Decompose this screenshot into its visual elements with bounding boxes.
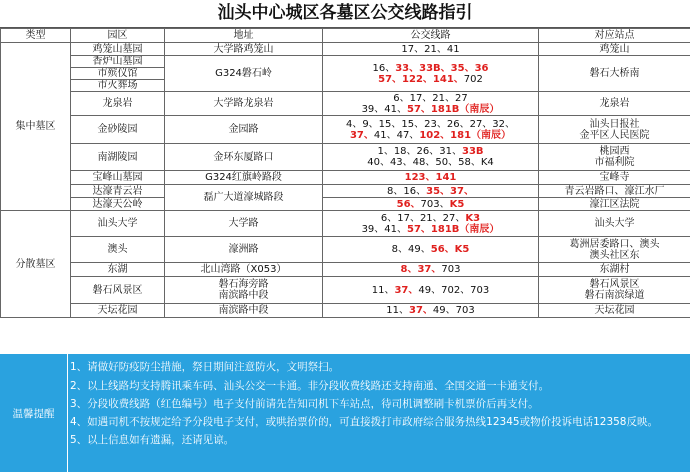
segmented-fare-route: 102、181（南辰） — [419, 129, 512, 141]
route-line — [325, 186, 536, 197]
route-line — [325, 224, 536, 235]
route-number: 39、41、 — [361, 223, 408, 235]
route-number: 703 — [441, 264, 461, 275]
stop-cell: 龙泉岩 — [539, 92, 690, 116]
routes-cell — [323, 43, 539, 56]
stop-cell: 葛洲居委路口、澳头 澳头社区东 — [539, 237, 690, 263]
routes-cell — [323, 277, 539, 304]
address-cell: 磐石海旁路 南滨路中段 — [165, 277, 323, 304]
tip-item: 1、请做好防疫防尘措施，祭日期间注意防火，文明祭扫。 — [70, 361, 340, 373]
segmented-fare-route: K5 — [449, 198, 465, 210]
segmented-fare-route: 56、 — [396, 198, 421, 210]
route-number: 41、47、 — [373, 129, 420, 141]
routes-cell — [323, 304, 539, 318]
address-cell: 濠洲路 — [165, 237, 323, 263]
route-number: 8、16、 — [387, 185, 427, 197]
segmented-fare-route: 33B — [462, 146, 484, 157]
tip-item: 3、分段收费线路（红色编号）电子支付前请先告知司机下车站点，待司机调整刷卡机票价后再支付。 — [70, 398, 539, 410]
park-cell: 达濠青云岩 — [71, 185, 165, 198]
table-row — [1, 277, 690, 304]
segmented-fare-route: 57、181B（南辰） — [407, 223, 500, 235]
address-cell: G324磐石岭 — [165, 56, 323, 92]
park-cell: 龙泉岩 — [71, 92, 165, 116]
segmented-fare-route: 57、122、141、 — [378, 73, 464, 85]
route-number: 702 — [463, 73, 483, 85]
tip-item: 2、以上线路均支持腾讯乘车码、汕头公交一卡通。非分段收费线路还支持南通、全国交通一卡通支付。 — [70, 379, 550, 392]
stop-cell: 磐石风景区 磐石南滨绿道 — [539, 277, 690, 304]
park-cell: 南湖陵园 — [71, 144, 165, 171]
route-line — [325, 264, 536, 275]
route-number: 40、43、48、50、58、K4 — [367, 157, 494, 168]
stop-cell: 桃园西 市福利院 — [539, 144, 690, 171]
route-line — [325, 244, 536, 255]
header-park: 园区 — [71, 29, 165, 43]
route-line — [325, 119, 536, 130]
route-line — [325, 130, 536, 141]
header-routes: 公交线路 — [323, 29, 539, 43]
stop-cell: 汕头日报社 金平区人民医院 — [539, 116, 690, 144]
route-number: 49、703 — [432, 305, 475, 316]
address-cell: 大学路龙泉岩 — [165, 92, 323, 116]
address-cell: G324红旗岭路段 — [165, 171, 323, 185]
segmented-fare-route: 33、33B、35、36 — [395, 62, 489, 74]
route-line — [325, 93, 536, 104]
segmented-fare-route: 35、37、 — [426, 185, 474, 197]
table-header-row — [1, 29, 690, 43]
header-stop: 对应站点 — [539, 29, 690, 43]
park-cell: 天坛花园 — [71, 304, 165, 318]
segmented-fare-route: 123、141 — [404, 172, 457, 183]
park-cell: 宝峰山墓园 — [71, 171, 165, 185]
routes-cell — [323, 263, 539, 277]
table-row — [1, 211, 690, 237]
park-cell: 东湖 — [71, 263, 165, 277]
stop-cell: 鸡笼山 — [539, 43, 690, 56]
routes-cell — [323, 211, 539, 237]
route-number: 4、9、15、15、23、26、27、32、 — [345, 118, 516, 130]
route-number: 39、41、 — [361, 103, 408, 115]
routes-cell — [323, 56, 539, 92]
park-cell: 澳头 — [71, 237, 165, 263]
route-number: 6、17、21、27 — [393, 92, 468, 104]
segmented-fare-route: 37、 — [349, 129, 374, 141]
route-number: 49、702、703 — [418, 284, 490, 296]
segmented-fare-route: 56、K5 — [430, 244, 470, 255]
route-number: 8、49、 — [391, 244, 431, 255]
table-row — [1, 198, 690, 211]
route-line — [325, 74, 536, 85]
route-line — [325, 305, 536, 316]
category-cell: 集中墓区 — [1, 43, 71, 211]
park-cell: 鸡笼山墓园 — [71, 43, 165, 56]
address-cell: 北山湾路（X053） — [165, 263, 323, 277]
tips-panel — [0, 354, 690, 472]
tips-body — [70, 358, 684, 449]
routes-cell — [323, 144, 539, 171]
route-line — [325, 213, 536, 224]
table-row — [1, 144, 690, 171]
table-row — [1, 185, 690, 198]
routes-cell — [323, 116, 539, 144]
route-number: 17、21、41 — [401, 43, 460, 55]
route-number: 1、18、26、31、 — [377, 146, 462, 157]
park-cell: 汕头大学 — [71, 211, 165, 237]
route-line — [325, 285, 536, 296]
route-number: 16、 — [372, 62, 396, 74]
park-cell: 磐石风景区 — [71, 277, 165, 304]
park-cell: 市火葬场 — [71, 80, 165, 92]
address-cell: 南滨路中段 — [165, 304, 323, 318]
park-cell: 金砂陵园 — [71, 116, 165, 144]
park-cell: 达濠天公岭 — [71, 198, 165, 211]
routes-cell — [323, 198, 539, 211]
table-row — [1, 304, 690, 318]
stop-cell: 汕头大学 — [539, 211, 690, 237]
header-type: 类型 — [1, 29, 71, 43]
routes-cell — [323, 171, 539, 185]
route-line — [325, 199, 536, 210]
table-row — [1, 171, 690, 185]
table-row — [1, 43, 690, 56]
address-cell: 金环东厦路口 — [165, 144, 323, 171]
address-cell: 大学路鸡笼山 — [165, 43, 323, 56]
segmented-fare-route: K3 — [465, 212, 481, 224]
routes-cell — [323, 185, 539, 198]
header-address: 地址 — [165, 29, 323, 43]
segmented-fare-route: 57、181B（南辰） — [407, 103, 500, 115]
route-line — [325, 146, 536, 157]
route-line — [325, 157, 536, 168]
address-cell: 金园路 — [165, 116, 323, 144]
route-number: 6、17、21、27、 — [380, 212, 466, 224]
route-number: 11、 — [371, 284, 395, 296]
stop-cell: 东湖村 — [539, 263, 690, 277]
address-cell: 磊广大道濠城路段 — [165, 185, 323, 211]
route-line — [325, 44, 536, 55]
stop-cell: 宝峰寺 — [539, 171, 690, 185]
segmented-fare-route: 8、37、 — [400, 264, 442, 275]
route-number: 703、 — [420, 198, 450, 210]
table-row — [1, 56, 690, 68]
routes-cell — [323, 237, 539, 263]
tips-label: 温馨提醒 — [0, 354, 68, 472]
park-cell: 市殡仪馆 — [71, 68, 165, 80]
table-row — [1, 263, 690, 277]
table-row — [1, 116, 690, 144]
page-title: 汕头中心城区各墓区公交线路指引 — [0, 0, 690, 28]
stop-cell: 濠江区法院 — [539, 198, 690, 211]
tip-item: 4、如遇司机不按规定给予分段电子支付，或哄抬票价的，可直接拨打市政府综合服务热线12345或物价投诉电话12358反映。 — [70, 415, 658, 428]
table-row — [1, 237, 690, 263]
address-cell: 大学路 — [165, 211, 323, 237]
route-table — [0, 28, 690, 318]
route-number: 11、 — [386, 305, 409, 316]
route-line — [325, 172, 536, 183]
stop-cell: 青云岩路口、濠江水厂 — [539, 185, 690, 198]
segmented-fare-route: 37、 — [409, 305, 433, 316]
segmented-fare-route: 37、 — [394, 284, 419, 296]
routes-cell — [323, 92, 539, 116]
category-cell: 分散墓区 — [1, 211, 71, 318]
park-cell: 香炉山墓园 — [71, 56, 165, 68]
route-line — [325, 63, 536, 74]
stop-cell: 磐石大桥南 — [539, 56, 690, 92]
table-row — [1, 92, 690, 116]
route-line — [325, 104, 536, 115]
stop-cell: 天坛花园 — [539, 304, 690, 318]
tip-item: 5、以上信息如有遗漏，还请见谅。 — [70, 433, 235, 446]
